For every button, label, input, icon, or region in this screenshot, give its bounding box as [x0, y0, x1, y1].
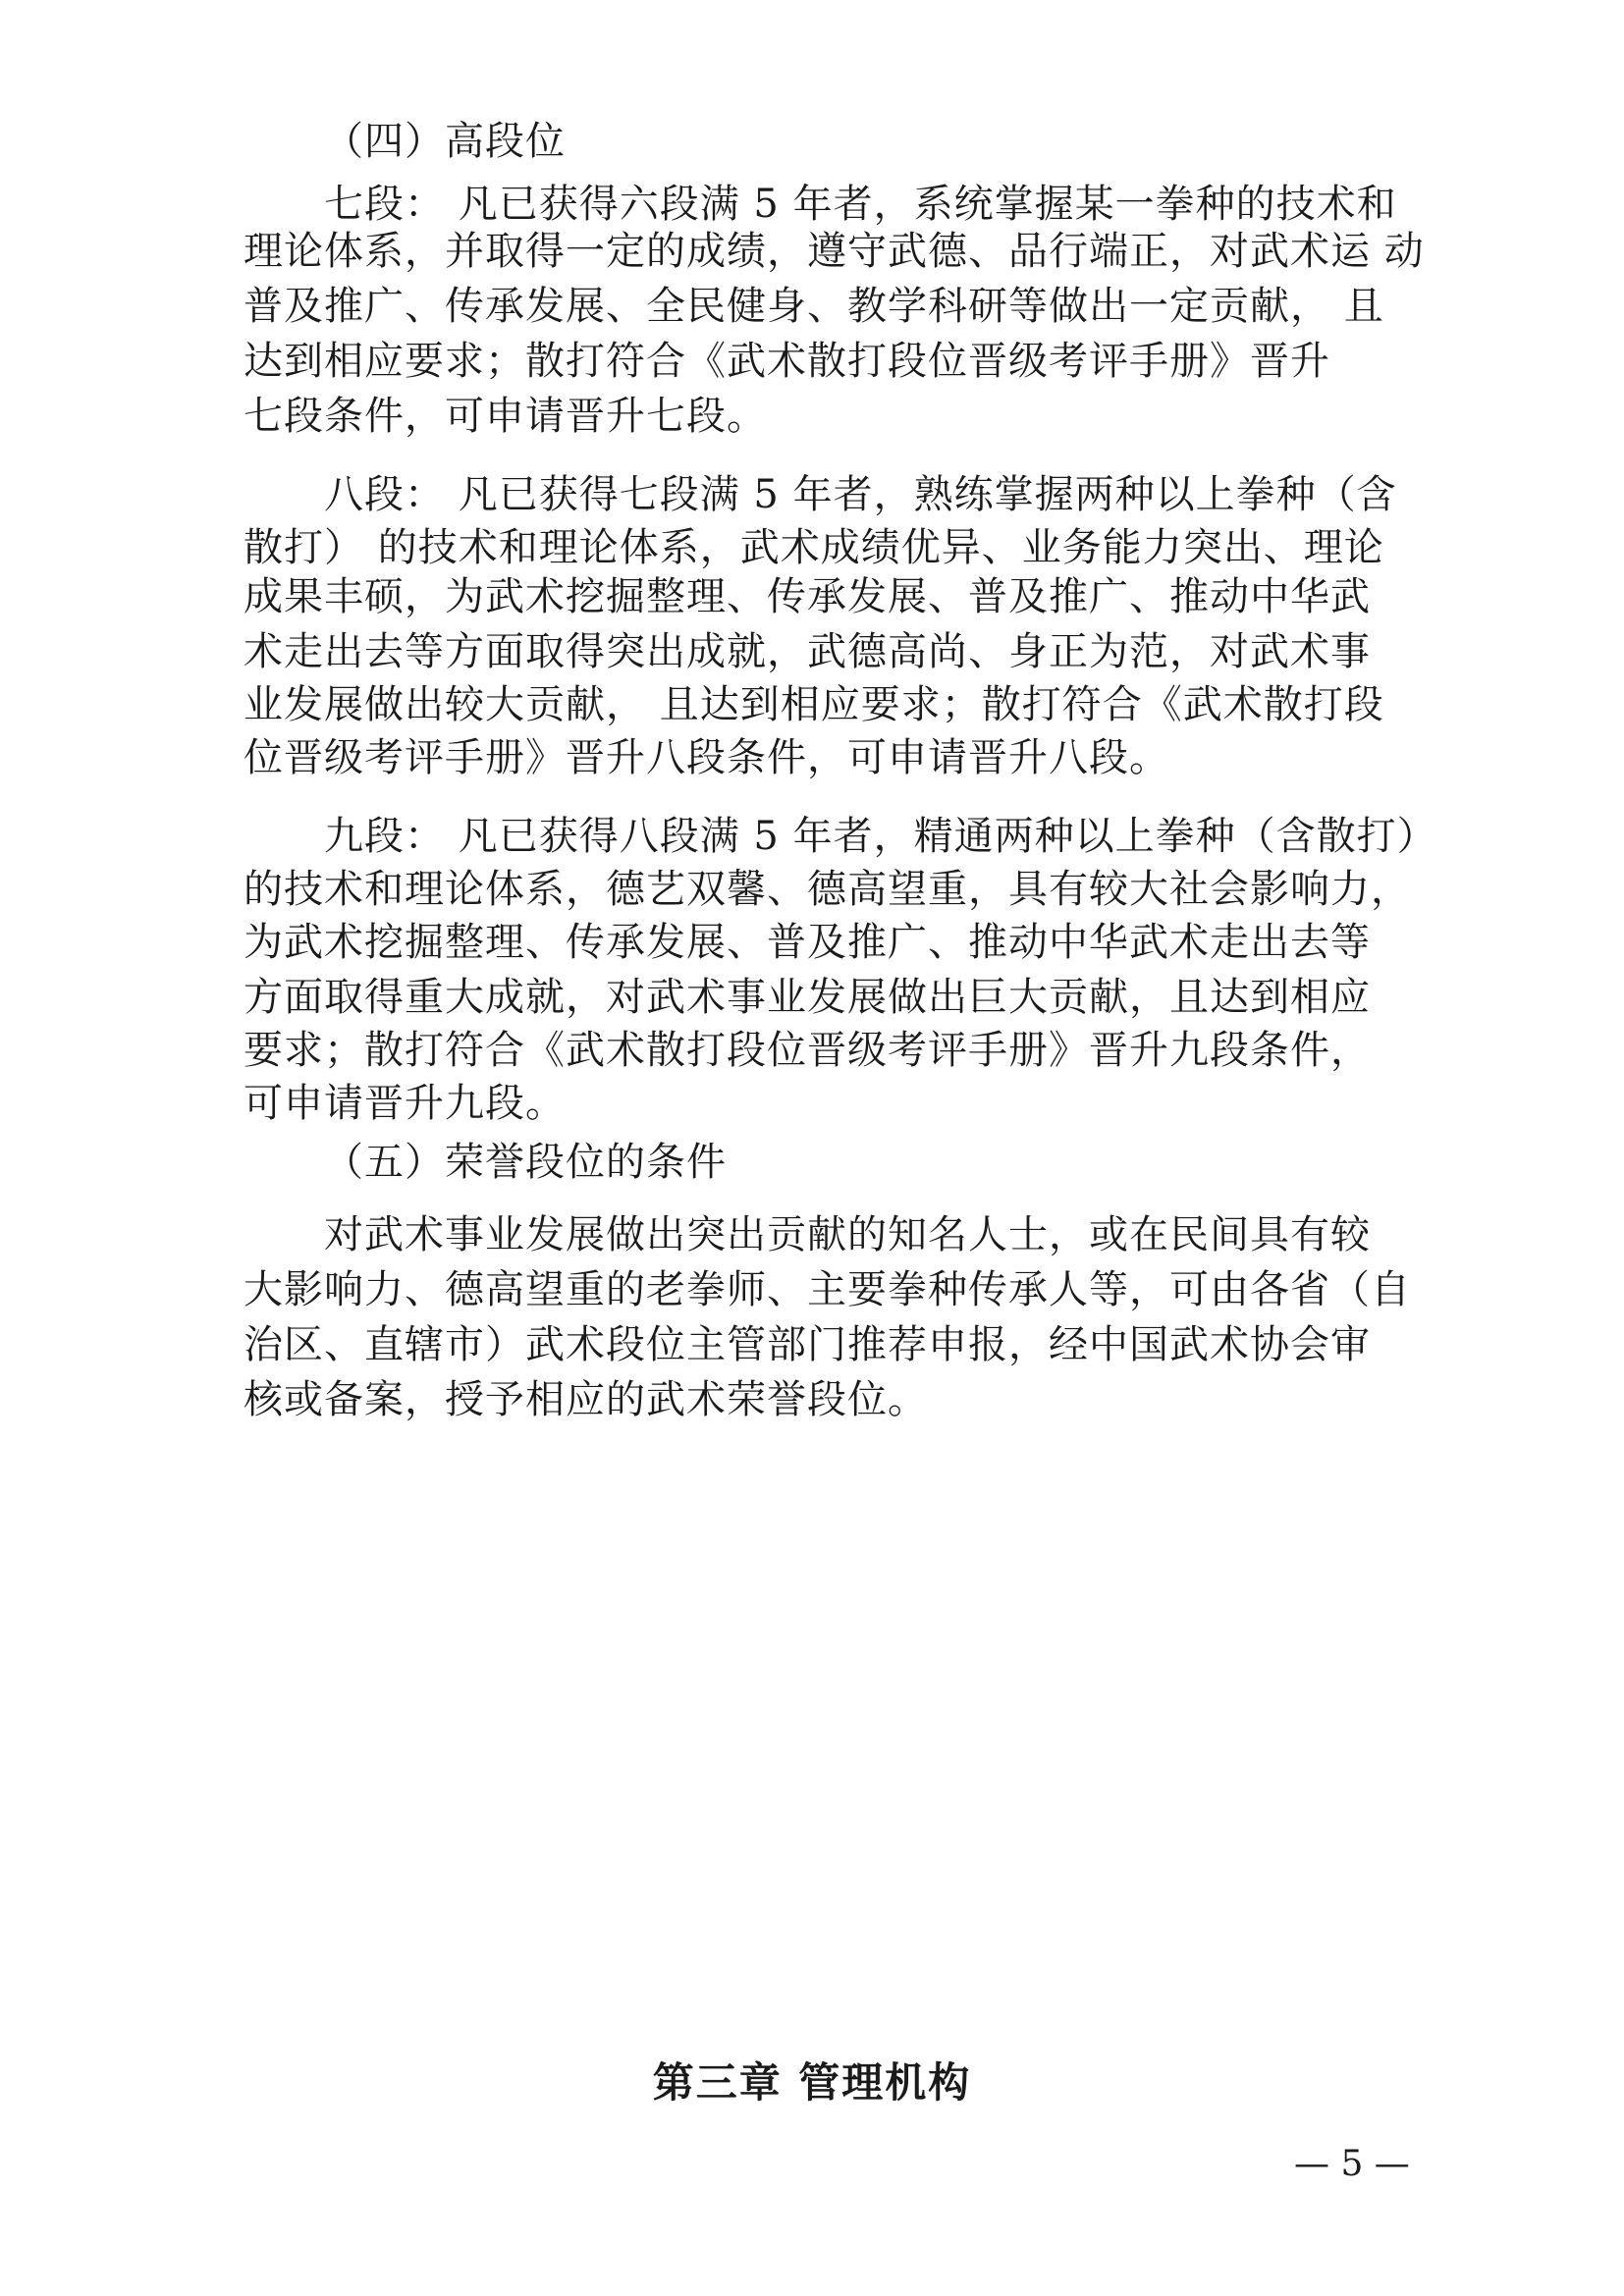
paragraph-line: 普及推广、传承发展、全民健身、教学科研等做出一定贡献， 且	[244, 284, 1384, 329]
paragraph-line: 位晋级考评手册》晋升八段条件，可申请晋升八段。	[244, 735, 1169, 780]
paragraph-line: 理论体系，并取得一定的成绩，遵守武德、品行端正，对武术运 动	[244, 229, 1425, 274]
paragraph-line: 九段： 凡已获得八段满 5 年者，精通两种以上拳种（含散打）	[324, 814, 1437, 859]
paragraph-line: 术走出去等方面取得突出成就，武德高尚、身正为范，对武术事	[244, 629, 1371, 674]
paragraph-line: 核或备案，授予相应的武术荣誉段位。	[244, 1377, 928, 1422]
paragraph-line: 成果丰硕，为武术挖掘整理、传承发展、普及推广、推动中华武	[244, 574, 1371, 619]
paragraph-line: 七段条件，可申请晋升七段。	[244, 394, 767, 439]
paragraph-line: 八段： 凡已获得七段满 5 年者，熟练掌握两种以上拳种（含	[324, 472, 1397, 517]
paragraph-line: 散打） 的技术和理论体系，武术成绩优异、业务能力突出、理论	[244, 525, 1384, 570]
page-number: — 5 —	[1294, 2144, 1410, 2184]
paragraph-line: 的技术和理论体系，德艺双馨、德高望重，具有较大社会影响力，	[244, 867, 1411, 912]
paragraph-line: 可申请晋升九段。	[244, 1081, 566, 1126]
paragraph-line: 大影响力、德高望重的老拳师、主要拳种传承人等，可由各省（自	[244, 1267, 1411, 1312]
paragraph-line: 为武术挖掘整理、传承发展、普及推广、推动中华武术走出去等	[244, 920, 1371, 965]
paragraph-line: 业发展做出较大贡献， 且达到相应要求；散打符合《武术散打段	[244, 682, 1384, 727]
paragraph-line: 对武术事业发展做出突出贡献的知名人士，或在民间具有较	[324, 1212, 1371, 1257]
paragraph-line: 治区、直辖市）武术段位主管部门推荐申报，经中国武术协会审	[244, 1322, 1371, 1367]
paragraph-line: 方面取得重大成就，对武术事业发展做出巨大贡献，且达到相应	[244, 975, 1371, 1020]
paragraph-line: 七段： 凡已获得六段满 5 年者，系统掌握某一拳种的技术和	[324, 182, 1397, 227]
chapter-title: 第三章 管理机构	[652, 2058, 972, 2107]
section-heading-high-dan: （四）高段位	[324, 119, 566, 164]
paragraph-line: 要求；散打符合《武术散打段位晋级考评手册》晋升九段条件，	[244, 1028, 1371, 1073]
paragraph-line: 达到相应要求；散打符合《武术散打段位晋级考评手册》晋升	[244, 339, 1330, 384]
section-heading-honorary-dan: （五）荣誉段位的条件	[324, 1140, 727, 1185]
